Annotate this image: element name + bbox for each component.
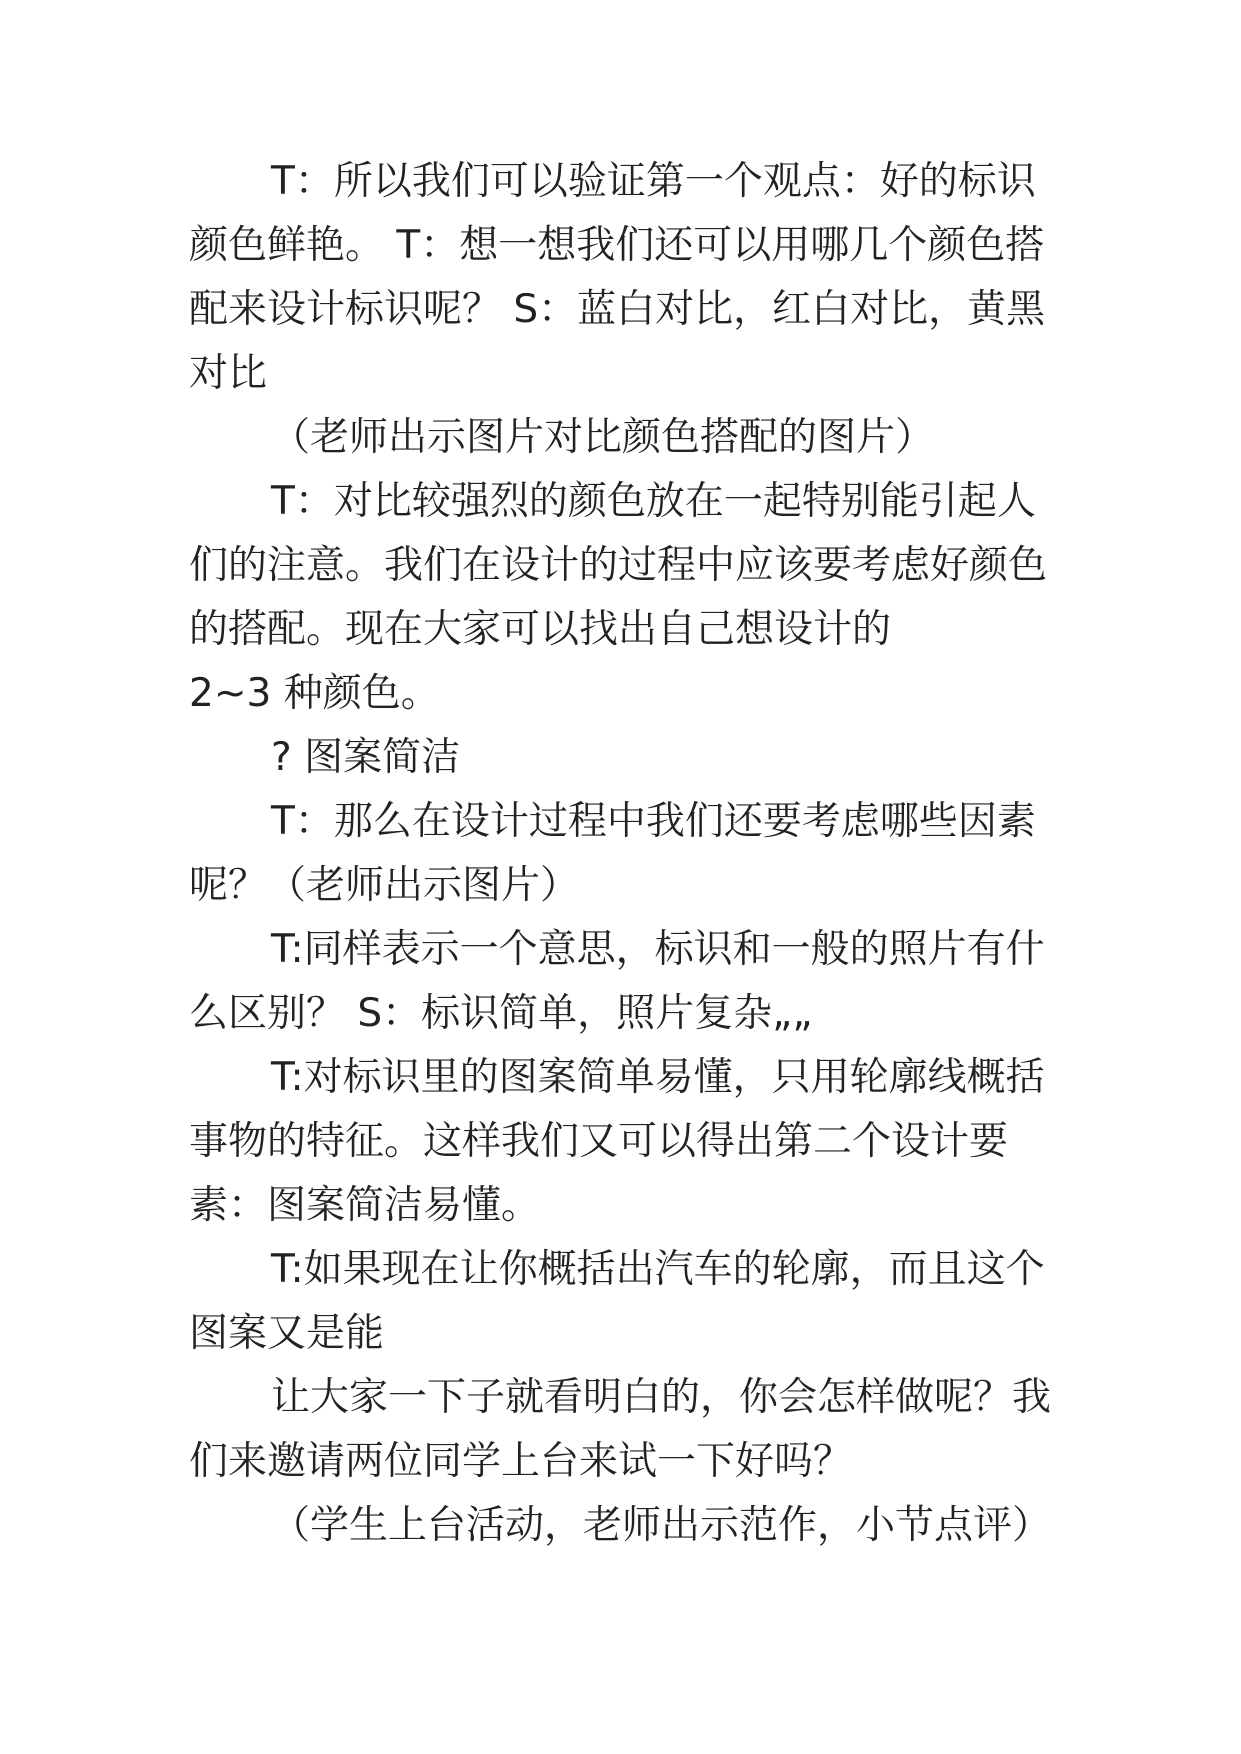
paragraph: （老师出示图片对比颜色搭配的图片） bbox=[271, 415, 935, 460]
paragraph: 让大家一下子就看明白的，你会怎样做呢？我们来邀请两位同学上台来试一下好吗？ bbox=[189, 1375, 1052, 1484]
paragraph: T:如果现在让你概括出汽车的轮廓，而且这个图案又是能 bbox=[189, 1247, 1045, 1356]
section-heading: ? 图案简洁 bbox=[271, 735, 461, 780]
paragraph: T:对标识里的图案简单易懂，只用轮廓线概括事物的特征。这样我们又可以得出第二个设计要素：图案简洁易懂。 bbox=[189, 1055, 1045, 1228]
paragraph: 2~3 种颜色。 bbox=[189, 671, 440, 716]
paragraph: T：那么在设计过程中我们还要考虑哪些因素呢？（老师出示图片） bbox=[189, 799, 1036, 908]
paragraph: T：对比较强烈的颜色放在一起特别能引起人们的注意。我们在设计的过程中应该要考虑好颜色的搭配。现在大家可以找出自己想设计的 bbox=[189, 479, 1048, 652]
document-body bbox=[189, 150, 1069, 1558]
paragraph: T：所以我们可以验证第一个观点：好的标识颜色鲜艳。 T：想一想我们还可以用哪几个颜色搭配来设计标识呢？ S：蓝白对比，红白对比，黄黑对比 bbox=[189, 159, 1046, 396]
paragraph: T:同样表示一个意思，标识和一般的照片有什么区别？ S：标识简单，照片复杂„„ bbox=[189, 927, 1045, 1036]
paragraph: （学生上台活动，老师出示范作，小节点评） bbox=[271, 1503, 1052, 1548]
